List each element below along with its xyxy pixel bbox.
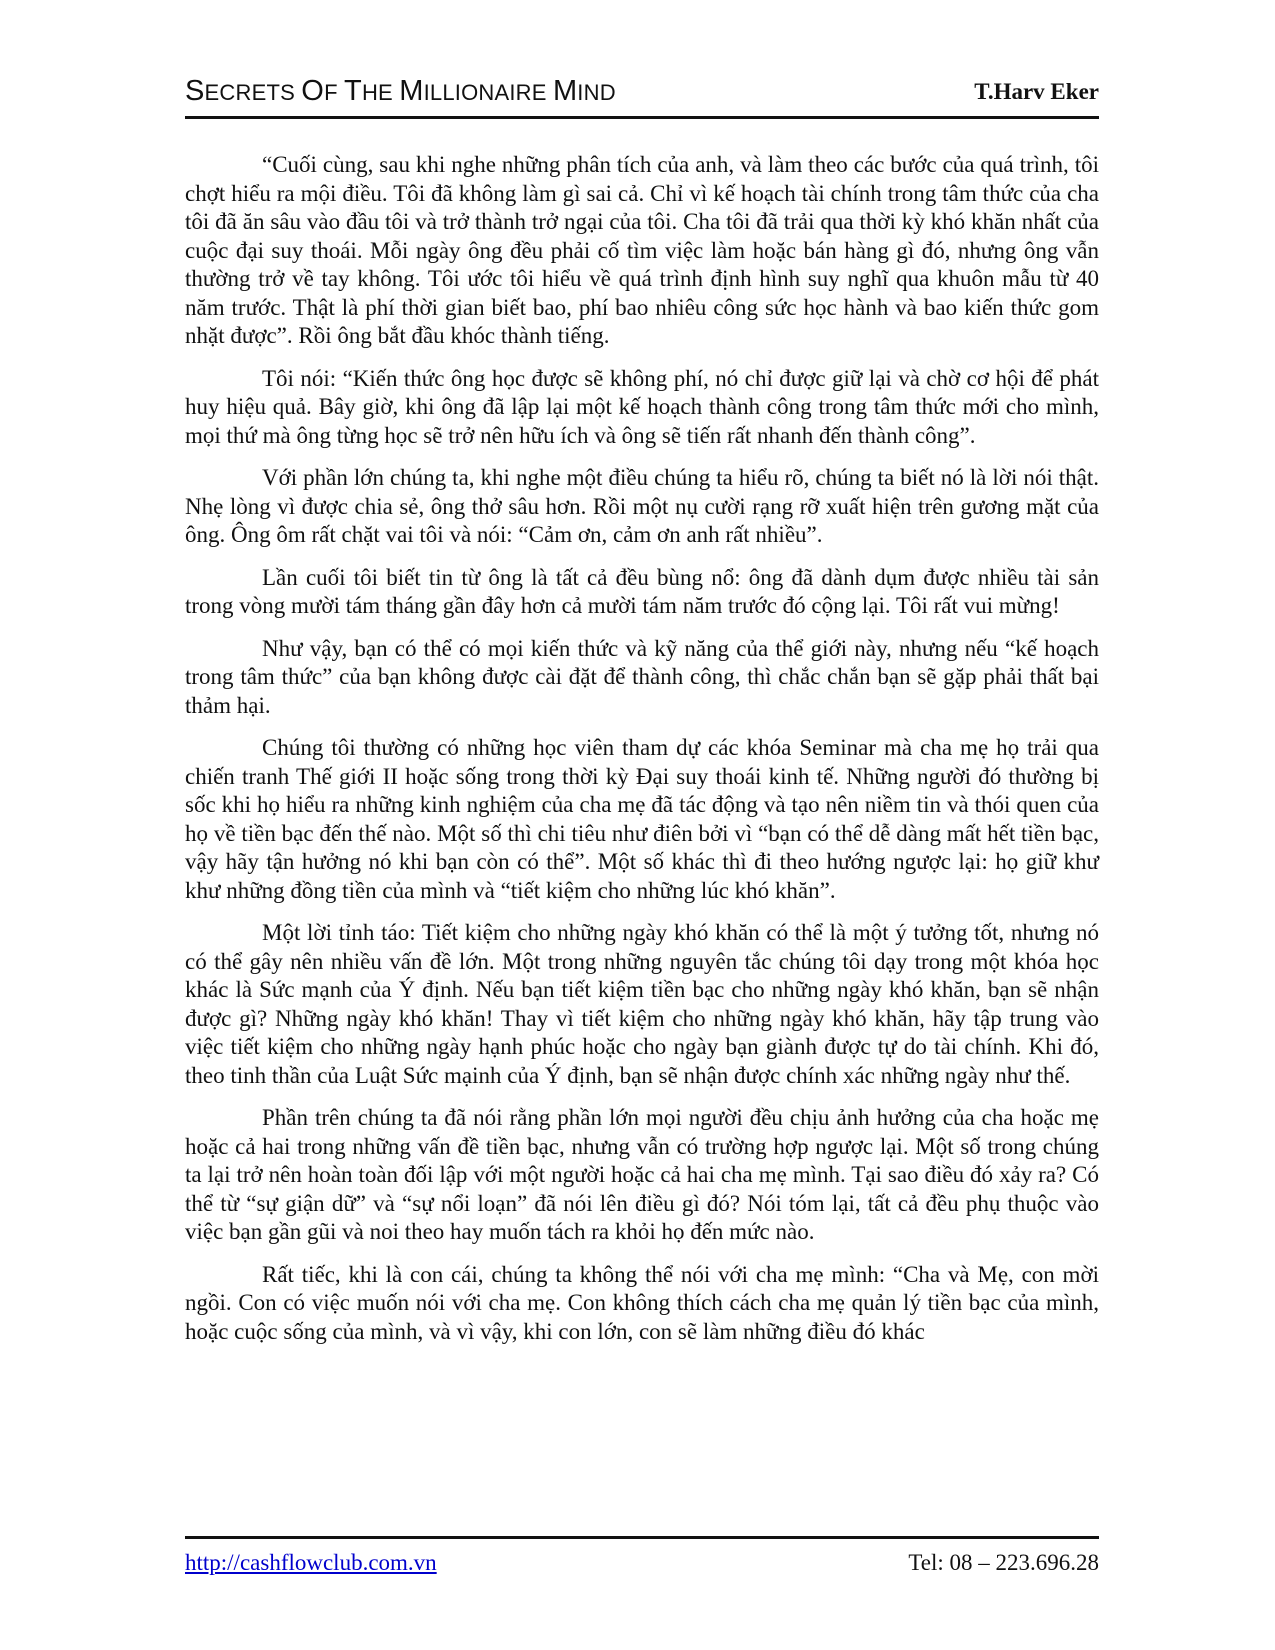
author-name: T.Harv Eker [974, 79, 1099, 104]
phone-number: Tel: 08 – 223.696.28 [908, 1550, 1099, 1575]
title-initial: M [399, 75, 424, 107]
paragraph: Một lời tỉnh táo: Tiết kiệm cho những ngày khó khăn có thể là một ý tưởng tốt, nhưng nó có thể gây nên nhiều vấn đề lớn. Một trong những nguyên tắc chúng tôi dạy trong một khóa học khác là Sức mạnh của Ý định. Nếu bạn tiết kiệm tiền bạc cho những ngày khó khăn, bạn sẽ nhận được gì? Những ngày khó khăn! Thay vì tiết kiệm cho những ngày khó khăn, hãy tập trung vào việc tiết kiệm cho những ngày hạnh phúc hoặc cho ngày bạn giành được tự do tài chính. Khi đó, theo tinh thần của Luật Sức mạinh của Ý định, bạn sẽ nhận được chính xác những ngày như thế. [185, 920, 1099, 1088]
paragraph: Với phần lớn chúng ta, khi nghe một điều chúng ta hiểu rõ, chúng ta biết nó là lời nói thật. Nhẹ lòng vì được chia sẻ, ông thở sâu hơn. Rồi một nụ cười rạng rỡ xuất hiện trên gương mặt của ông. Ông ôm rất chặt vai tôi và nói: “Cảm ơn, cảm ơn anh rất nhiều”. [185, 465, 1099, 547]
paragraph: Rất tiếc, khi là con cái, chúng ta không thể nói với cha mẹ mình: “Cha và Mẹ, con mời ngồi. Con có việc muốn nói với cha mẹ. Con không thích cách cha mẹ quản lý tiền bạc của mình, hoặc cuộc sống của mình, và vì vậy, khi con lớn, con sẽ làm những điều đó khác [185, 1261, 1099, 1344]
title-initial: M [552, 75, 578, 107]
title-rest: ECRETS [204, 80, 302, 105]
title-initial: O [301, 75, 325, 107]
title-initial: T [344, 75, 362, 107]
paragraph: Tôi nói: “Kiến thức ông học được sẽ không phí, nó chỉ được giữ lại và chờ cơ hội để phát huy hiệu quả. Bây giờ, khi ông đã lập lại một kế hoạch thành công trong tâm thức mới cho mình, mọi thứ mà ông từng học sẽ trở nên hữu ích và ông sẽ tiến rất nhanh đến thành công”. [185, 365, 1099, 448]
book-title [185, 76, 616, 108]
paragraph: “Cuối cùng, sau khi nghe những phân tích của anh, và làm theo các bước của quá trình, tôi chợt hiểu ra mội điều. Tôi đã không làm gì sai cả. Chỉ vì kế hoạch tài chính trong tâm thức của cha tôi đã ăn sâu vào đầu tôi và trở thành trở ngại của tôi. Cha tôi đã trải qua thời kỳ khó khăn nhất của cuộc đại suy thoái. Mỗi ngày ông đều phải cố tìm việc làm hoặc bán hàng gì đó, nhưng ông vẫn thường trở về tay không. Tôi ước tôi hiểu về quá trình định hình suy nghĩ qua khuôn mẫu từ 40 năm trước. Thật là phí thời gian biết bao, phí bao nhiêu công sức học hành và bao kiến thức gom nhặt được”. Rồi ông bắt đầu khóc thành tiếng. [185, 152, 1099, 348]
paragraph: Lần cuối tôi biết tin từ ông là tất cả đều bùng nổ: ông đã dành dụm được nhiều tài sản trong vòng mười tám tháng gần đây hơn cả mười tám năm trước đó cộng lại. Tôi rất vui mừng! [185, 564, 1099, 618]
page-body [185, 151, 1099, 1360]
paragraph: Như vậy, bạn có thể có mọi kiến thức và kỹ năng của thể giới này, nhưng nếu “kế hoạch trong tâm thức” của bạn không được cài đặt để thành công, thì chắc chắn bạn sẽ gặp phải thất bại thảm hại. [185, 635, 1099, 718]
title-rest: HE [361, 80, 400, 105]
website-link[interactable]: http://cashflowclub.com.vn [185, 1550, 437, 1575]
title-rest: IND [577, 80, 616, 105]
page-header [185, 76, 1099, 119]
title-rest: ILLIONAIRE [423, 80, 553, 105]
paragraph: Phần trên chúng ta đã nói rằng phần lớn mọi người đều chịu ảnh hưởng của cha hoặc mẹ hoặc cả hai trong những vấn đề tiền bạc, nhưng vẫn có trường hợp ngược lại. Một số trong chúng ta lại trở nên hoàn toàn đối lập với một người hoặc cả hai cha mẹ mình. Tại sao điều đó xảy ra? Có thể từ “sự giận dữ” và “sự nổi loạn” đã nói lên điều gì đó? Nói tóm lại, tất cả đều phụ thuộc vào việc bạn gần gũi và noi theo hay muốn tách ra khỏi họ đến mức nào. [185, 1105, 1099, 1244]
paragraph: Chúng tôi thường có những học viên tham dự các khóa Seminar mà cha mẹ họ trải qua chiến tranh Thế giới II hoặc sống trong thời kỳ Đại suy thoái kinh tế. Những người đó thường bị sốc khi họ hiểu ra những kinh nghiệm của cha mẹ đã tác động và tạo nên niềm tin và thói quen của họ về tiền bạc đến thế nào. Một số thì chi tiêu như điên bởi vì “bạn có thể dễ dàng mất hết tiền bạc, vậy hãy tận hưởng nó khi bạn còn có thể”. Một số khác thì đi theo hướng ngược lại: họ giữ khư khư những đồng tiền của mình và “tiết kiệm cho những lúc khó khăn”. [185, 735, 1099, 903]
title-rest: F [324, 80, 345, 105]
page-footer [185, 1536, 1099, 1587]
title-initial: S [185, 75, 205, 107]
